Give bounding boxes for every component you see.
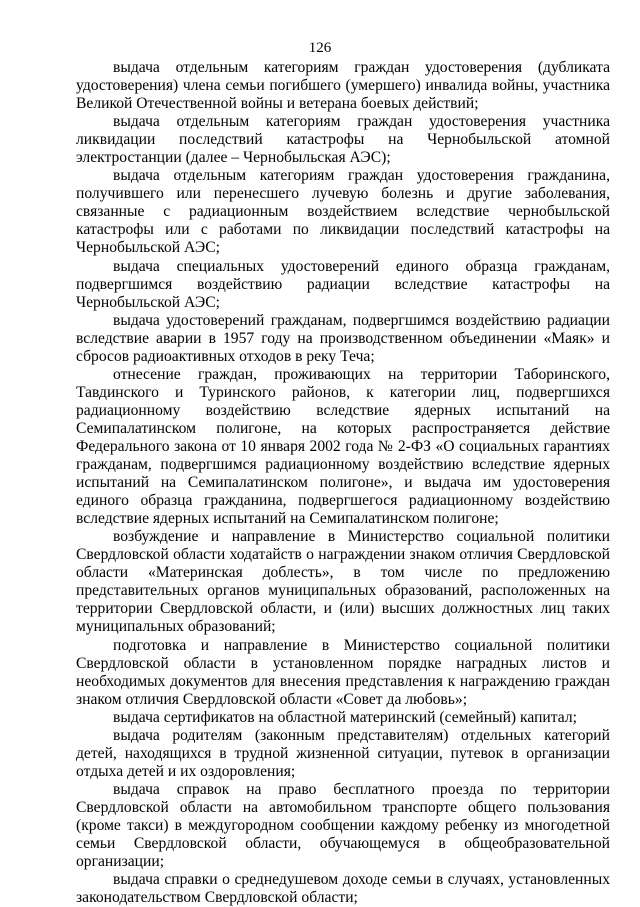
paragraph: выдача справки о среднедушевом доходе семьи в случаях, установленных законодательством Свердловской области; — [76, 871, 610, 907]
document-body — [76, 59, 610, 907]
paragraph: выдача специальных удостоверений единого образца гражданам, подвергшимся воздействию радиации вследствие катастрофы на Чернобыльской АЭС; — [76, 257, 610, 311]
paragraph: выдача удостоверений гражданам, подвергшимся воздействию радиации вследствие аварии в 1957 году на производственном объединении «Маяк» и сбросов радиоактивных отходов в реку Теча; — [76, 311, 610, 365]
paragraph: выдача справок на право бесплатного проезда по территории Свердловской области на автомобильном транспорте общего пользования (кроме такси) в междугородном сообщении каждому ребенку из многодетной семьи Свердловской области, обучающемуся в общеобразовательной организации; — [76, 780, 610, 871]
paragraph: выдача отдельным категориям граждан удостоверения участника ликвидации последствий катастрофы на Чернобыльской атомной электростанции (далее – Чернобыльская АЭС); — [76, 113, 610, 167]
page-number: 126 — [308, 40, 332, 56]
paragraph: выдача отдельным категориям граждан удостоверения гражданина, получившего или перенесшего лучевую болезнь и другие заболевания, связанные с радиационным воздействием вследствие чернобыльской катастрофы или с работами по ликвидации последствий катастрофы на Чернобыльской АЭС; — [76, 167, 610, 257]
paragraph: подготовка и направление в Министерство социальной политики Свердловской области в установленном порядке наградных листов и необходимых документов для внесения представления к награждению граждан знаком отличия Свердловской области «Совет да любовь»; — [76, 636, 610, 708]
paragraph: выдача отдельным категориям граждан удостоверения (дубликата удостоверения) члена семьи погибшего (умершего) инвалида войны, участника Великой Отечественной войны и ветерана боевых действий; — [76, 59, 610, 113]
paragraph: возбуждение и направление в Министерство социальной политики Свердловской области ходатайств о награждении знаком отличия Свердловской области «Материнская доблесть», в том числе по предложению представительных органов муниципальных образований, расположенных на территории Свердловской области, и (или) высших должностных лиц таких муниципальных образований; — [76, 528, 610, 636]
paragraph: отнесение граждан, проживающих на территории Таборинского, Тавдинского и Туринского районов, к категории лиц, подвергшихся радиационному воздействию вследствие ядерных испытаний на Семипалатинском полигоне, на которых распространяется действие Федерального закона от 10 января 2002 года № 2-ФЗ «О социальных гарантиях гражданам, подвергшимся радиационному воздействию вследствие ядерных испытаний на Семипалатинском полигоне», и выдача им удостоверения единого образца гражданина, подвергшегося радиационному воздействию вследствие ядерных испытаний на Семипалатинском полигоне; — [76, 365, 610, 528]
paragraph: выдача сертификатов на областной материнский (семейный) капитал; — [113, 708, 577, 726]
paragraph: выдача родителям (законным представителям) отдельных категорий детей, находящихся в трудной жизненной ситуации, путевок в организации отдыха детей и их оздоровления; — [76, 726, 610, 780]
